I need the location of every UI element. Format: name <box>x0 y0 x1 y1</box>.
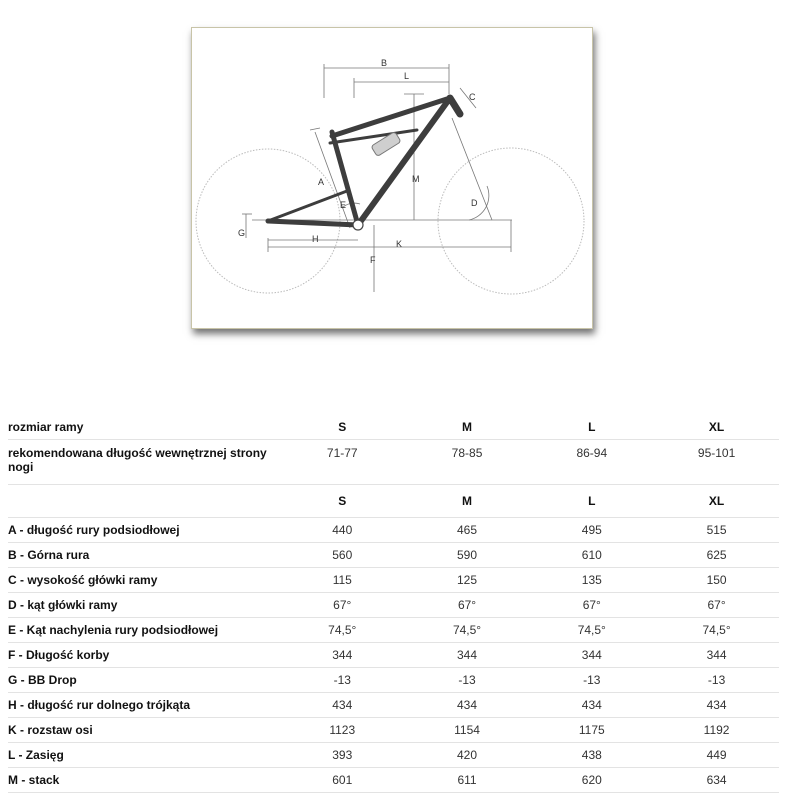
label-h: H <box>312 234 319 244</box>
measurement-label: K - rozstaw osi <box>8 723 93 737</box>
measurement-value: 393 <box>332 748 353 762</box>
measurement-value: 1123 <box>329 723 356 737</box>
label-e: E <box>340 200 347 210</box>
size-l: L <box>588 494 596 508</box>
table-row <box>8 718 779 743</box>
measurement-label: G - BB Drop <box>8 673 77 687</box>
measurement-label: E - Kąt nachylenia rury podsiodłowej <box>8 623 219 637</box>
measurement-value: 440 <box>332 523 353 537</box>
measurement-value: 344 <box>332 648 353 662</box>
size-s: S <box>338 494 347 508</box>
label-c: C <box>469 92 476 102</box>
table-row <box>8 643 779 668</box>
geometry-diagram <box>191 27 593 329</box>
measurement-value: 434 <box>332 698 353 712</box>
measurement-value: 344 <box>457 648 478 662</box>
measurement-value: 438 <box>581 748 602 762</box>
size-l: L <box>588 420 596 434</box>
measurement-label: L - Zasięg <box>8 748 64 762</box>
measurement-value: 560 <box>332 548 353 562</box>
measurement-value: 67° <box>582 598 601 612</box>
table-row <box>8 618 779 643</box>
inseam-label: rekomendowana długość wewnętrznej strony nogi <box>8 446 267 474</box>
measurement-value: 344 <box>706 648 727 662</box>
measurement-value: 74,5° <box>452 623 482 637</box>
bike-frame-drawing <box>192 28 592 328</box>
measurement-value: 625 <box>706 548 727 562</box>
inseam-xl: 95-101 <box>697 446 736 460</box>
measurement-value: 67° <box>707 598 726 612</box>
measurement-label: M - stack <box>8 773 60 787</box>
measurement-value: 1154 <box>454 723 480 737</box>
measurement-value: 67° <box>333 598 352 612</box>
measurement-value: 601 <box>332 773 353 787</box>
table-row <box>8 543 779 568</box>
measurement-label: H - długość rur dolnego trójkąta <box>8 698 191 712</box>
measurement-value: 135 <box>581 573 602 587</box>
measurement-value: 434 <box>581 698 602 712</box>
measurement-value: 420 <box>457 748 478 762</box>
label-l: L <box>404 71 410 81</box>
inseam-row <box>8 440 779 485</box>
label-b: B <box>381 58 388 68</box>
size-xl: XL <box>708 494 725 508</box>
table-row <box>8 768 779 793</box>
measurement-value: -13 <box>458 673 476 687</box>
measurement-value: 590 <box>457 548 478 562</box>
measurement-label: D - kąt główki ramy <box>8 598 118 612</box>
measurement-value: 449 <box>706 748 727 762</box>
measurement-value: 434 <box>457 698 478 712</box>
measurement-value: 515 <box>706 523 727 537</box>
measurement-value: 611 <box>457 773 477 787</box>
size-s: S <box>338 420 347 434</box>
inseam-m: 78-85 <box>451 446 483 460</box>
table-row <box>8 518 779 543</box>
measurement-value: 1175 <box>578 723 605 737</box>
size-m: M <box>462 494 473 508</box>
measurement-value: -13 <box>583 673 601 687</box>
measurement-value: 465 <box>457 523 478 537</box>
measurement-label: C - wysokość główki ramy <box>8 573 158 587</box>
sizes-row-label <box>8 485 280 518</box>
size-xl: XL <box>708 420 725 434</box>
label-f: F <box>370 255 376 265</box>
table-row <box>8 693 779 718</box>
geometry-table <box>8 415 779 793</box>
measurement-label: A - długość rury podsiodłowej <box>8 523 180 537</box>
measurement-value: -13 <box>333 673 351 687</box>
size-m: M <box>462 420 473 434</box>
label-g: G <box>238 228 246 238</box>
table-row <box>8 668 779 693</box>
measurement-value: 74,5° <box>328 623 357 637</box>
measurement-value: 67° <box>457 598 477 612</box>
measurement-value: 1192 <box>703 723 730 737</box>
measurement-label: F - Długość korby <box>8 648 110 662</box>
measurement-value: 344 <box>581 648 602 662</box>
table-row <box>8 593 779 618</box>
label-a: A <box>318 177 325 187</box>
measurement-value: 434 <box>706 698 727 712</box>
frame-size-label: rozmiar ramy <box>8 420 84 434</box>
measurement-value: 634 <box>706 773 727 787</box>
table-row <box>8 568 779 593</box>
sizes-row <box>8 485 779 518</box>
measurement-value: 125 <box>457 573 478 587</box>
measurement-value: 115 <box>332 573 352 587</box>
inseam-l: 86-94 <box>576 446 608 460</box>
measurement-value: 620 <box>581 773 602 787</box>
inseam-s: 71-77 <box>326 446 358 460</box>
table-row <box>8 743 779 768</box>
measurement-value: 74,5° <box>702 623 731 637</box>
measurement-value: 495 <box>581 523 602 537</box>
label-k: K <box>396 239 403 249</box>
measurement-value: 74,5° <box>577 623 606 637</box>
frame-size-header-row <box>8 415 779 440</box>
measurement-value: -13 <box>707 673 726 687</box>
measurement-label: B - Górna rura <box>8 548 90 562</box>
label-d: D <box>471 198 478 208</box>
measurement-value: 150 <box>706 573 727 587</box>
label-m: M <box>412 174 420 184</box>
measurement-value: 610 <box>581 548 602 562</box>
